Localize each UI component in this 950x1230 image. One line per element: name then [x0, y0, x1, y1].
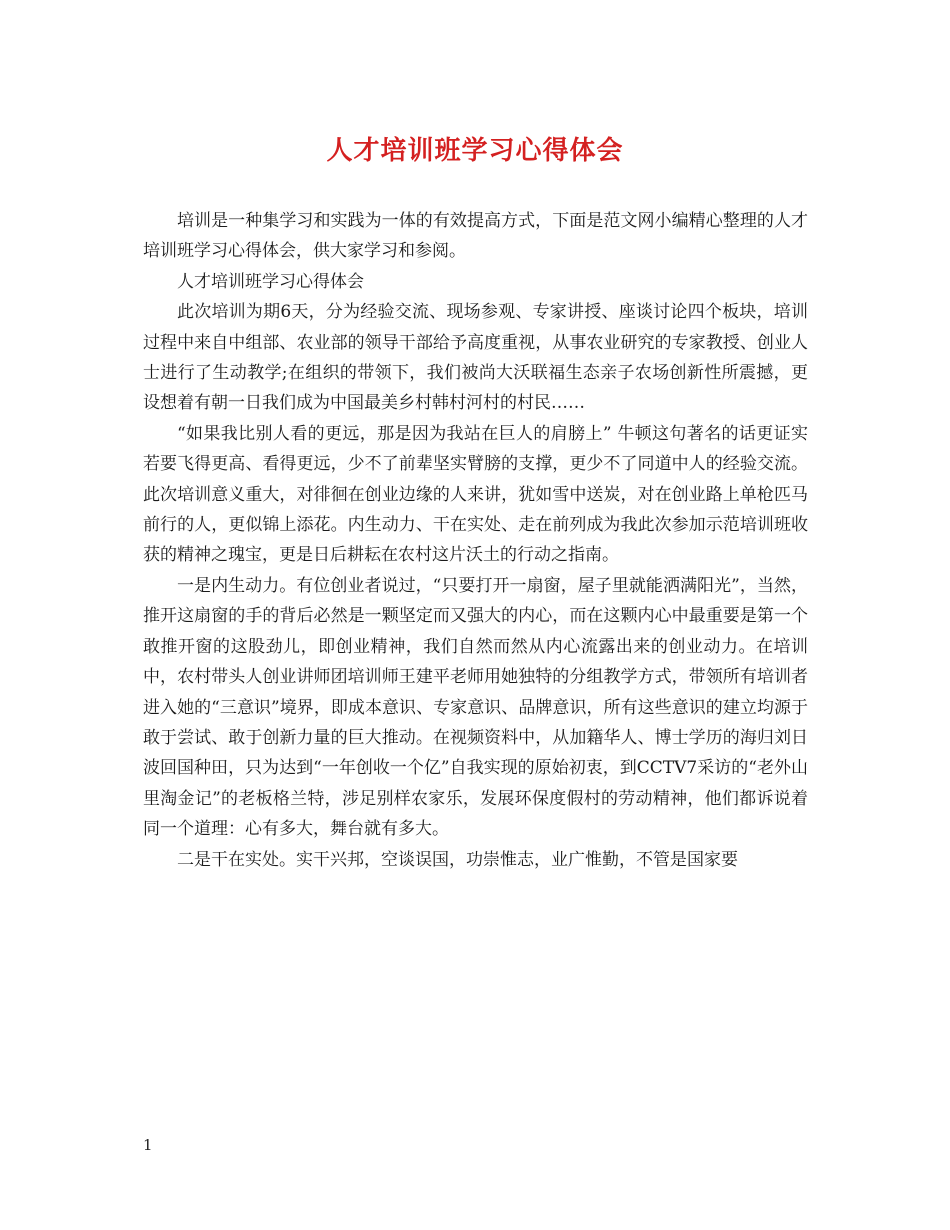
paragraph-training-overview: 此次培训为期6天，分为经验交流、现场参观、专家讲授、座谈讨论四个板块，培训过程中来自中组部、农业部的领导干部给予高度重视，从事农业研究的专家教授、创业人士进行了生动教学;在组织的带领下，我们被尚大沃联福生态亲子农场创新性所震撼，更设想着有朝一日我们成为中国最美乡村韩村河村的村民……	[143, 302, 808, 414]
document-title: 人才培训班学习心得体会	[326, 136, 624, 166]
document-body	[143, 206, 808, 875]
paragraph-inner-motivation: 一是内生动力。有位创业者说过，“只要打开一扇窗，屋子里就能洒满阳光”，当然，推开这扇窗的手的背后必然是一颗坚定而又强大的内心，而在这颗内心中最重要是第一个敢推开窗的这股劲儿，即创业精神，我们自然而然从内心流露出来的创业动力。在培训中，农村带头人创业讲师团培训师王建平老师用她独特的分组教学方式，带领所有培训者进入她的“三意识”境界，即成本意识、专家意识、品牌意识，所有这些意识的建立均源于敢于尝试、敢于创新力量的巨大推动。在视频资料中，从加籍华人、博士学历的海归刘日波回国种田，只为达到“一年创收一个亿”自我实现的原始初衷，到CCTV7采访的“老外山里淘金记”的老板格兰特，涉足别样农家乐，发展环保度假村的劳动精神，他们都诉说着同一个道理：心有多大，舞台就有多大。	[143, 575, 808, 840]
paragraph-intro: 培训是一种集学习和实践为一体的有效提高方式，下面是范文网小编精心整理的人才培训班学习心得体会，供大家学习和参阅。	[143, 211, 808, 262]
paragraph-subheading: 人才培训班学习心得体会	[177, 271, 364, 292]
paragraph-practical-work: 二是干在实处。实干兴邦，空谈误国，功崇惟志，业广惟勤，不管是国家要	[177, 849, 738, 870]
page-number: 1	[143, 1136, 153, 1154]
paragraph-newton-quote: “如果我比别人看的更远，那是因为我站在巨人的肩膀上” 牛顿这句著名的话更证实若要飞得更高、看得更远，少不了前辈坚实臂膀的支撑，更少不了同道中人的经验交流。此次培训意义重大，对徘徊在创业边缘的人来讲，犹如雪中送炭，对在创业路上单枪匹马前行的人，更似锦上添花。内生动力、干在实处、走在前列成为我此次参加示范培训班收获的精神之瑰宝，更是日后耕耘在农村这片沃土的行动之指南。	[143, 423, 808, 566]
